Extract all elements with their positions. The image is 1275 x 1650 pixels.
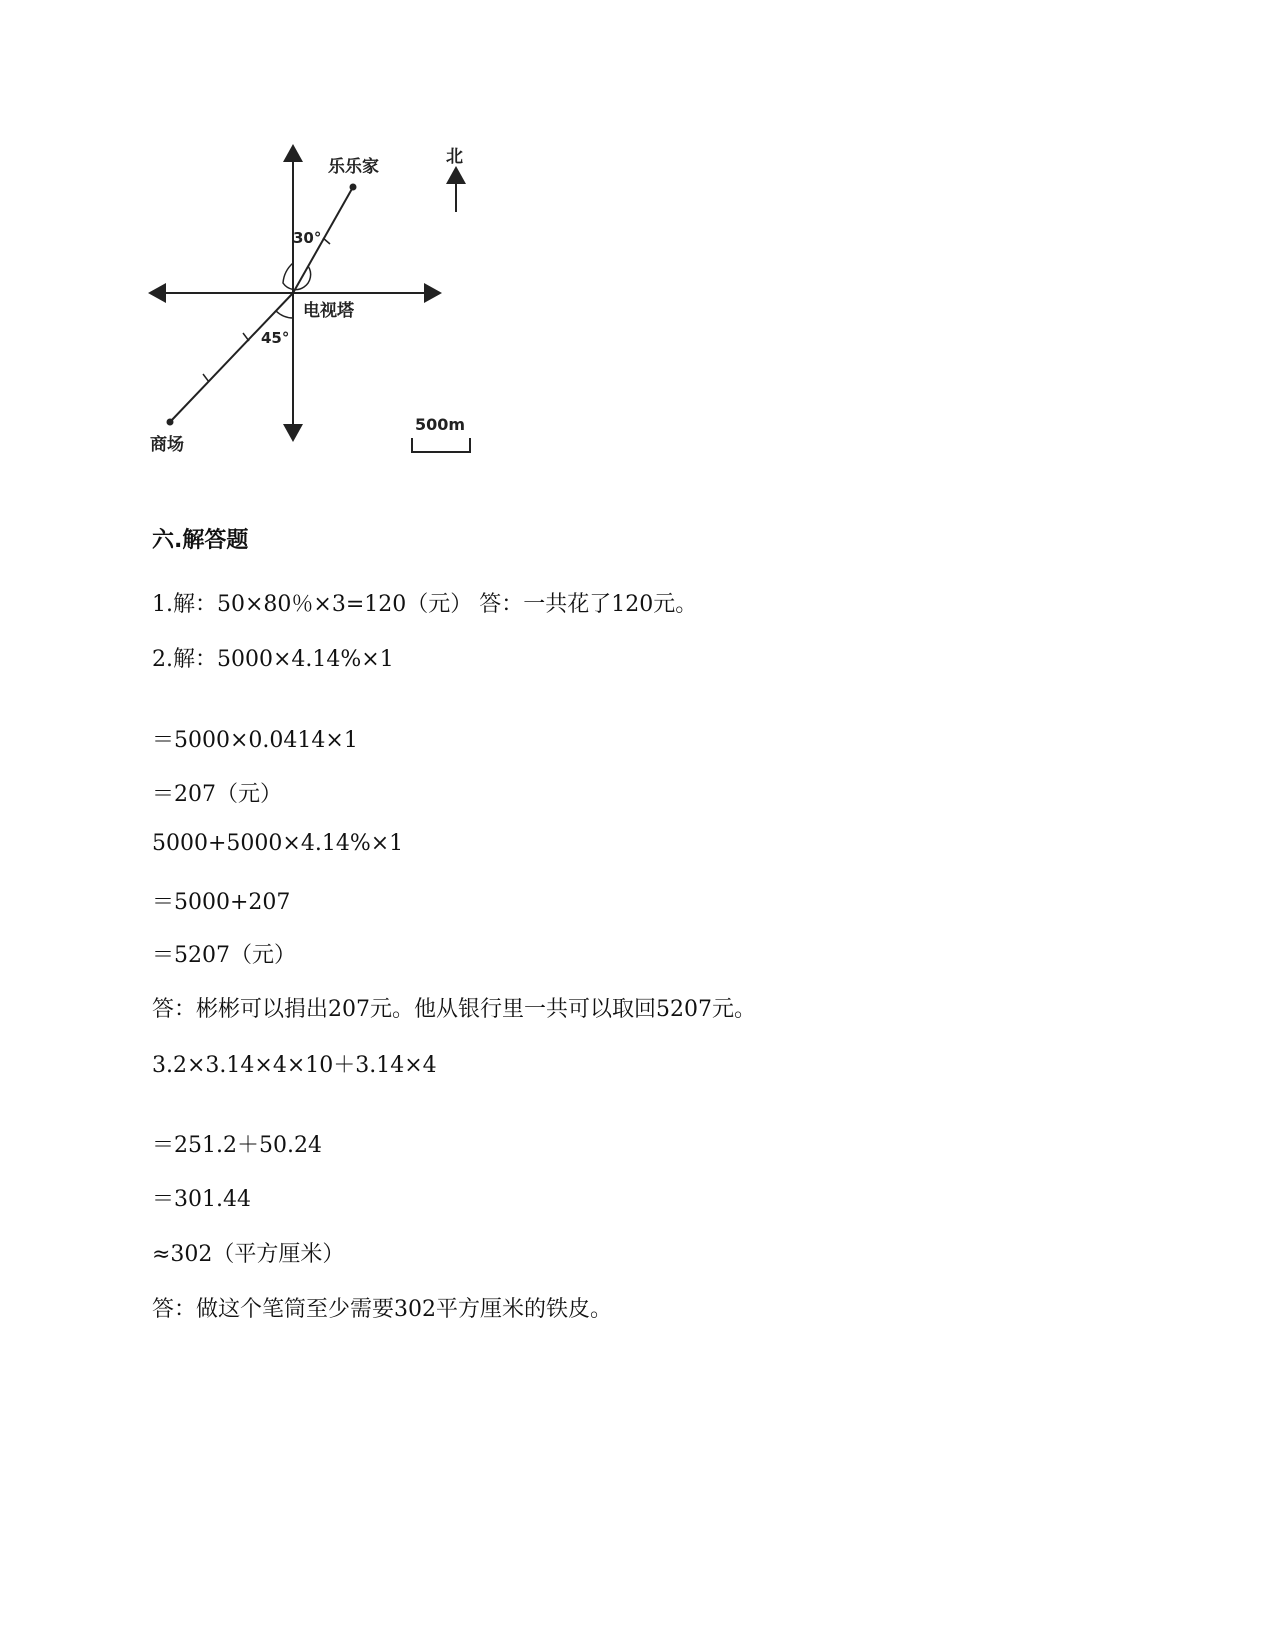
line-to-mall	[170, 293, 293, 422]
answer-2-step-3: ＝207（元）	[152, 782, 282, 807]
mall-tick-1	[243, 333, 249, 341]
mall-label: 商场	[150, 435, 184, 455]
answer-2-step-1: 2.解：5000×4.14%×1	[152, 647, 394, 672]
answer-3-step-4: ≈302（平方厘米）	[152, 1242, 345, 1267]
answer-3-step-2: ＝251.2＋50.24	[152, 1133, 322, 1158]
home-tick	[323, 238, 330, 244]
answer-1: 1.解：50×80％×3=120（元） 答：一共花了120元。	[152, 592, 698, 617]
answer-3-step-1: 3.2×3.14×4×10＋3.14×4	[152, 1053, 437, 1078]
mall-point	[167, 419, 174, 426]
answer-2-step-2: ＝5000×0.0414×1	[152, 728, 358, 753]
mall-tick-2	[203, 374, 209, 382]
scale-label: 500m	[415, 415, 466, 434]
answer-2-conclusion: 答：彬彬可以捐出207元。他从银行里一共可以取回5207元。	[152, 997, 756, 1022]
scale-bar	[412, 438, 470, 452]
answer-2-step-6: ＝5207（元）	[152, 943, 296, 968]
direction-diagram	[140, 140, 510, 490]
angle-label-45: 45°	[261, 329, 290, 347]
home-label: 乐乐家	[328, 157, 379, 177]
tower-label: 电视塔	[303, 301, 354, 321]
answer-2-step-4: 5000+5000×4.14%×1	[152, 831, 404, 856]
direction-diagram-svg	[140, 140, 510, 490]
section-title: 六.解答题	[152, 528, 249, 553]
angle-arc-45	[276, 311, 293, 318]
north-label: 北	[446, 147, 463, 167]
answer-3-step-3: ＝301.44	[152, 1187, 251, 1212]
angle-label-30: 30°	[293, 229, 322, 247]
answer-2-step-5: ＝5000+207	[152, 890, 291, 915]
home-point	[350, 184, 357, 191]
answer-3-conclusion: 答：做这个笔筒至少需要302平方厘米的铁皮。	[152, 1297, 612, 1322]
